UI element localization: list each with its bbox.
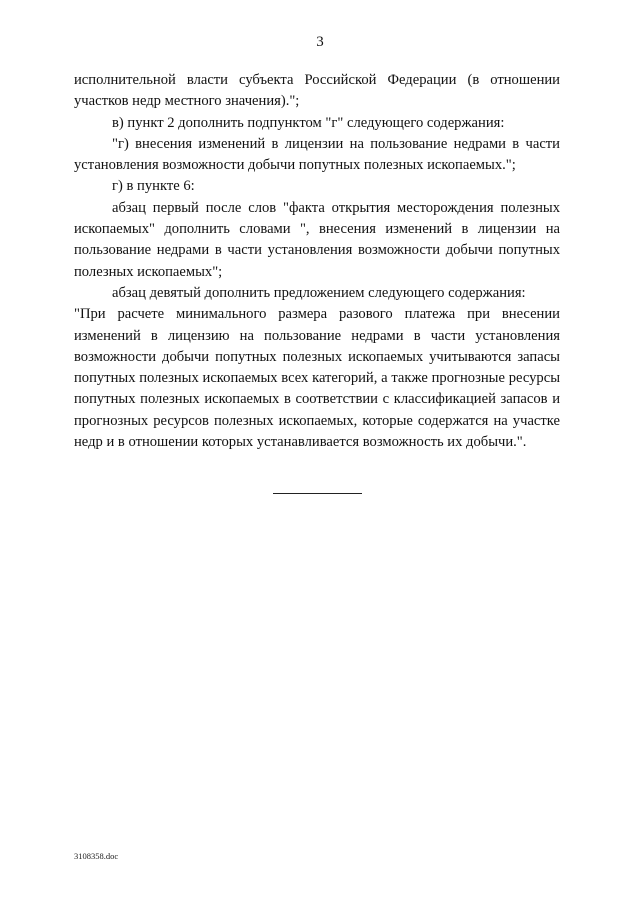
footer-doc-code: 3108358.doc <box>74 851 119 861</box>
end-separator-line <box>273 493 362 494</box>
paragraph-item-g: г) в пункте 6: <box>112 178 195 195</box>
paragraph-continuation: исполнительной власти субъекта Российской Федерации (в отношении участков недр местного значения)."; <box>74 72 560 110</box>
paragraph-quoted-sentence: "При расчете минимального размера разового платежа при внесении изменений в лицензию на пользование недрами в части установления возможности добычи попутных полезных ископаемых учитываются запасы попутных полезных ископаемых всех категорий, а также прогнозные ресурсы попутных полезных ископаемых в соответствии с классификацией запасов и прогнозных ресурсов полезных ископаемых, которые содержатся на участке недр и в отношении которых устанавливается возможность их добычи.". <box>74 306 560 451</box>
paragraph-first-abzac: абзац первый после слов "факта открытия месторождения полезных ископаемых" дополнить словами ", внесения изменений в лицензии на пользование недрами в части установления возможности добычи попутных полезных ископаемых"; <box>74 199 560 280</box>
paragraph-item-v: в) пункт 2 дополнить подпунктом "г" следующего содержания: <box>112 114 505 131</box>
page-number: 3 <box>316 34 324 50</box>
paragraph-subitem-g-text: "г) внесения изменений в лицензии на пользование недрами в части установления возможности добычи попутных полезных ископаемых."; <box>74 135 560 174</box>
document-body <box>74 70 560 453</box>
paragraph-ninth-abzac: абзац девятый дополнить предложением следующего содержания: <box>112 284 526 301</box>
